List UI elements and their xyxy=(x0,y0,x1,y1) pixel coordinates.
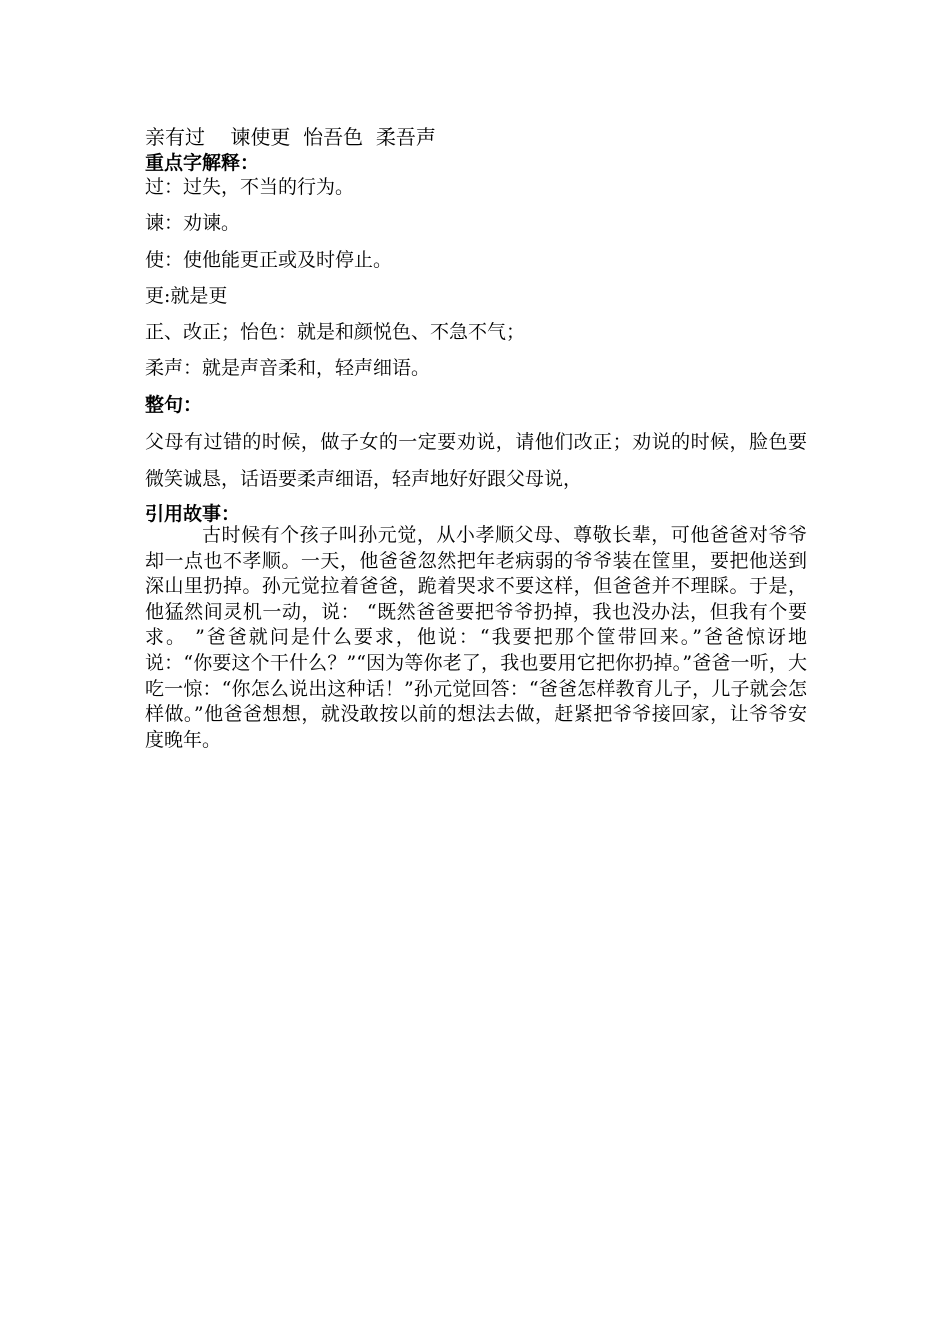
definition-item: 更:就是更 xyxy=(145,285,228,307)
sentence-heading: 整句： xyxy=(145,394,203,416)
definition-item: 正、改正；怡色：就是和颜悦色、不急不气； xyxy=(145,321,526,343)
definition-item: 柔声：就是声音柔和，轻声细语。 xyxy=(145,357,431,379)
sentence-paragraph: 父母有过错的时候，做子女的一定要劝说，请他们改正；劝说的时候，脸色要微笑诚恳，话语要柔声细语，轻声地好好跟父母说， xyxy=(145,431,807,490)
story-heading: 引用故事： xyxy=(145,503,241,525)
definition-item: 使：使他能更正或及时停止。 xyxy=(145,249,393,271)
key-words-heading: 重点字解释： xyxy=(145,152,260,174)
definition-item: 谏：劝谏。 xyxy=(145,212,241,234)
definition-item: 过：过失，不当的行为。 xyxy=(145,176,355,198)
story-paragraph: 古时候有个孩子叫孙元觉，从小孝顺父母、尊敬长辈，可他爸爸对爷爷却一点也不孝顺。一天，他爸爸忽然把年老病弱的爷爷装在筐里，要把他送到深山里扔掉。孙元觉拉着爸爸，跪着哭求不要这样，但爸爸并不理睬。于是，他猛然间灵机一动，说： “既然爸爸要把爷爷扔掉，我也没办法，但我有个要求。 ”爸爸就问是什么要求，他说：“我要把那个筐带回来。”爸爸惊讶地说：“你要这个干什么？”“因为等你老了，我也要用它把你扔掉。”爸爸一听，大吃一惊：“你怎么说出这种话！”孙元觉回答：“爸爸怎样教育儿子，儿子就会怎样做。”他爸爸想想，就没敢按以前的想法去做，赶紧把爷爷接回家，让爷爷安度晚年。 xyxy=(145,524,807,751)
document-title: 亲有过 谏使更 怡吾色 柔吾声 xyxy=(145,125,436,149)
